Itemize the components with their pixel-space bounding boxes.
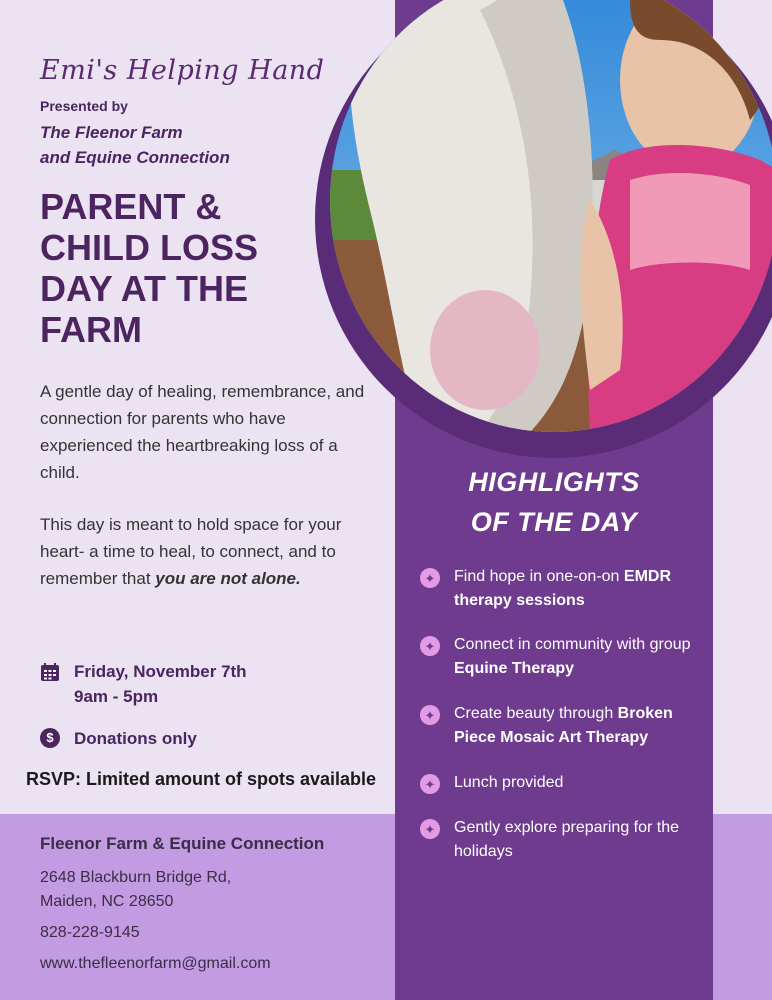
event-price: Donations only (74, 729, 197, 748)
contact-block (40, 834, 324, 976)
headline-line: CHILD LOSS (40, 227, 259, 268)
event-datetime (74, 659, 247, 709)
list-item (420, 771, 563, 795)
highlight-plain: Gently explore preparing for the holidays (454, 819, 680, 860)
contact-name: Fleenor Farm & Equine Connection (40, 834, 325, 853)
highlight-text (454, 816, 705, 864)
contact-phone[interactable]: 828-228-9145 (40, 924, 140, 941)
highlight-bold: Broken Piece Mosaic Art Therapy (454, 705, 673, 746)
list-item (420, 633, 705, 681)
calendar-icon (40, 662, 60, 682)
event-date: Friday, November 7th (74, 662, 247, 681)
highlight-text (454, 565, 705, 613)
presented-by-label: Presented by (40, 98, 128, 114)
highlights-title (395, 462, 713, 542)
rsvp-note: RSVP: Limited amount of spots available (26, 769, 377, 789)
headline-line: PARENT & (40, 186, 222, 227)
org-line: and Equine Connection (40, 148, 230, 167)
purpose-emphasis: you are not alone. (155, 569, 301, 588)
highlight-plain: Find hope in one-on-on (454, 568, 624, 585)
contact-email[interactable]: www.thefleenorfarm@gmail.com (40, 955, 271, 972)
highlight-plain: Lunch provided (454, 774, 564, 791)
headline-line: DAY AT THE (40, 268, 249, 309)
sparkle-icon: ✦ (420, 705, 440, 725)
purpose-text: This day is meant to hold space for your heart- a time to heal, to connect, and to remember that (40, 515, 342, 588)
event-date-row (40, 659, 247, 709)
highlight-text (454, 702, 705, 750)
presenter-org (40, 120, 230, 170)
event-headline (40, 186, 370, 350)
highlights-title-line: HIGHLIGHTS (468, 467, 640, 497)
highlight-text (454, 771, 563, 795)
event-price-row (40, 726, 197, 751)
contact-address-line2: Maiden, NC 28650 (40, 893, 174, 910)
highlight-plain: Connect in community with group (454, 636, 691, 653)
highlight-plain: Create beauty through (454, 705, 618, 722)
purpose-paragraph (40, 511, 370, 592)
sparkle-icon: ✦ (420, 774, 440, 794)
headline-line: FARM (40, 309, 142, 350)
contact-address-line1: 2648 Blackburn Bridge Rd, (40, 869, 232, 886)
list-item (420, 702, 705, 750)
list-item (420, 565, 705, 613)
highlights-title-line: OF THE DAY (470, 507, 638, 537)
event-time: 9am - 5pm (74, 687, 159, 706)
list-item (420, 816, 705, 864)
highlight-bold: Equine Therapy (454, 660, 575, 677)
script-title: Emi's Helping Hand (40, 55, 325, 86)
sparkle-icon: ✦ (420, 819, 440, 839)
intro-paragraph: A gentle day of healing, remembrance, and connection for parents who have experienced the heartbreaking loss of a child. (40, 382, 365, 482)
dollar-icon: $ (40, 728, 60, 748)
sparkle-icon: ✦ (420, 568, 440, 588)
org-line: The Fleenor Farm (40, 123, 183, 142)
sparkle-icon: ✦ (420, 636, 440, 656)
highlight-text (454, 633, 705, 681)
highlight-bold: EMDR therapy sessions (454, 568, 672, 609)
